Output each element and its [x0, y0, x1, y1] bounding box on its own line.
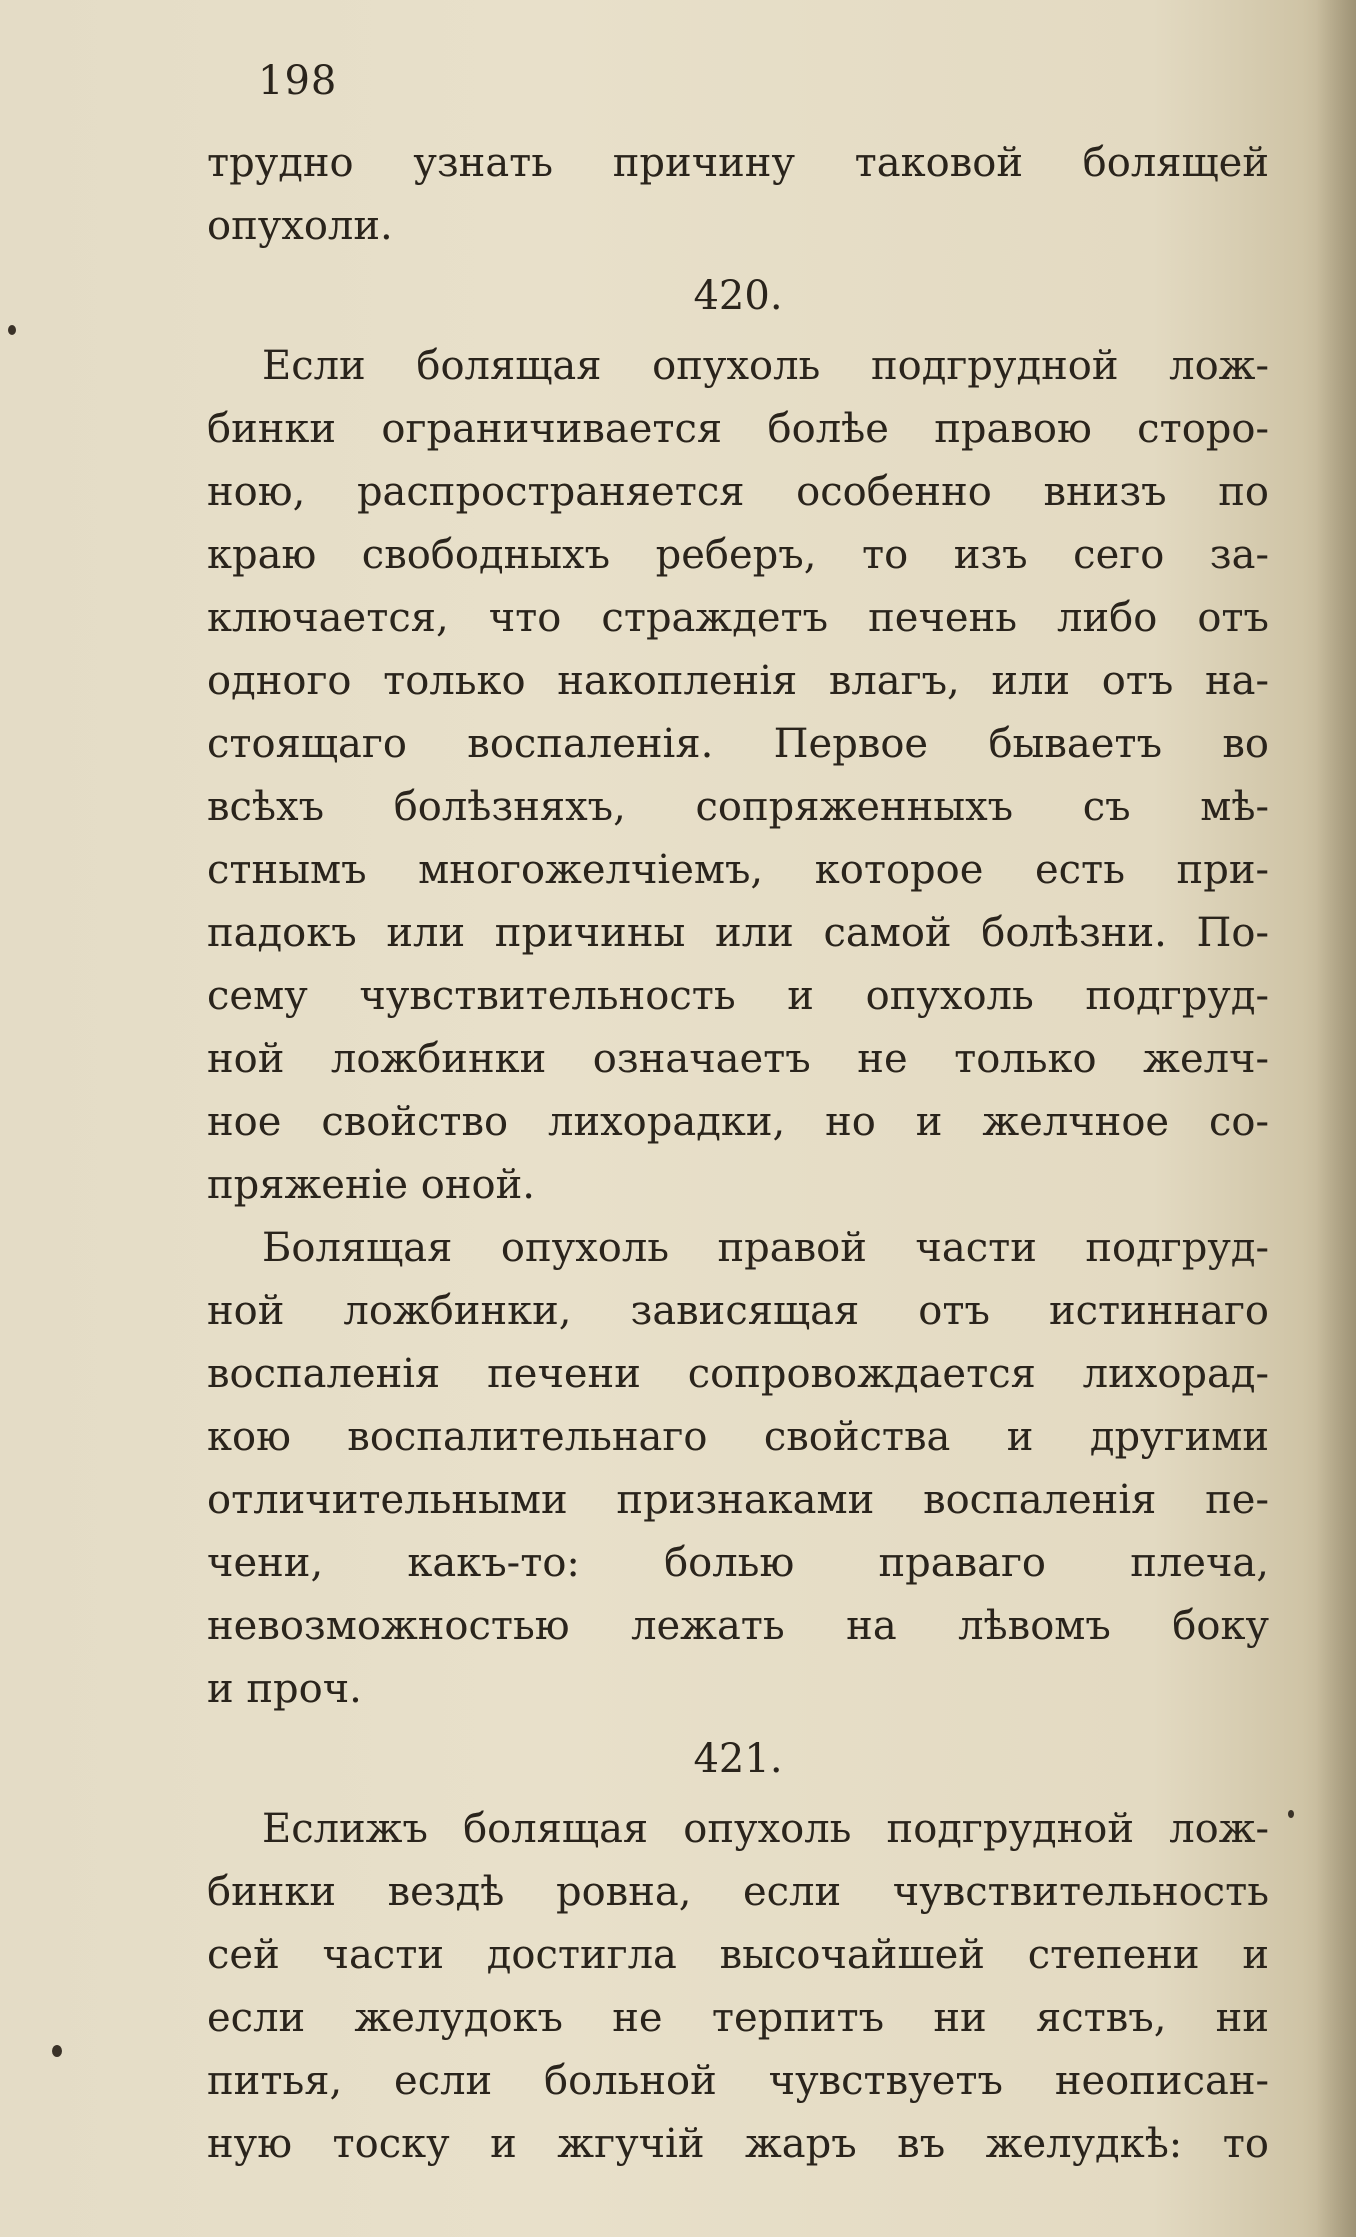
text-line: чени, какъ-то: болью праваго плеча,: [207, 1540, 1269, 1586]
text-line: Если болящая опухоль подгрудной лож-: [262, 343, 1269, 389]
text-line: краю свободныхъ реберъ, то изъ сего за-: [207, 532, 1269, 578]
text-line: бинки ограничивается болѣе правою сторо-: [207, 406, 1269, 452]
section-number-420: 420.: [693, 273, 783, 319]
text-line: сему чувствительность и опухоль подгруд-: [207, 973, 1269, 1019]
text-line: падокъ или причины или самой болѣзни. По-: [207, 910, 1269, 956]
text-line: опухоли.: [207, 203, 393, 249]
text-line: отличительными признаками воспаленія пе-: [207, 1477, 1269, 1523]
section-420-paragraph-2: [207, 1217, 1269, 1721]
text-line: ключается, что страждетъ печень либо отъ: [207, 595, 1269, 641]
text-line: ное свойство лихорадки, но и желчное со-: [207, 1099, 1269, 1145]
text-line: сей части достигла высочайшей степени и: [207, 1932, 1269, 1978]
text-line: ной ложбинки означаетъ не только желч-: [207, 1036, 1269, 1082]
text-line: ной ложбинки, зависящая отъ истиннаго: [207, 1288, 1269, 1334]
text-line: бинки вездѣ ровна, если чувствительность: [207, 1869, 1269, 1915]
text-line: трудно узнать причину таковой болящей: [207, 140, 1269, 186]
text-line: одного только накопленія влагъ, или отъ на-: [207, 658, 1269, 704]
section-number-421: 421.: [693, 1736, 783, 1782]
text-line: питья, если больной чувствуетъ неописан-: [207, 2058, 1269, 2104]
text-line: ною, распространяется особенно внизъ по: [207, 469, 1269, 515]
text-line: Еслижъ болящая опухоль подгрудной лож-: [262, 1806, 1269, 1852]
text-line: ную тоску и жгучій жаръ въ желудкѣ: то: [207, 2121, 1269, 2167]
ink-speck: [52, 2045, 62, 2057]
text-line: пряженіе оной.: [207, 1162, 536, 1208]
text-line: невозможностью лежать на лѣвомъ боку: [207, 1603, 1269, 1649]
text-line: стнымъ многожелчіемъ, которое есть при-: [207, 847, 1269, 893]
text-line: если желудокъ не терпитъ ни яствъ, ни: [207, 1995, 1269, 2041]
text-line: всѣхъ болѣзняхъ, сопряженныхъ съ мѣ-: [207, 784, 1269, 830]
text-line: воспаленія печени сопровождается лихорад-: [207, 1351, 1269, 1397]
ink-speck: [1288, 1810, 1294, 1818]
section-421-paragraph-1: [207, 1798, 1269, 2176]
page-edge-shadow: [1316, 0, 1356, 2237]
text-line: Болящая опухоль правой части подгруд-: [262, 1225, 1269, 1271]
section-420-paragraph-1: [207, 335, 1269, 1217]
text-line: кою воспалительнаго свойства и другими: [207, 1414, 1269, 1460]
page-number: 198: [258, 58, 338, 104]
text-line: и проч.: [207, 1666, 362, 1712]
page-text: [207, 132, 1269, 2176]
ink-speck: [8, 325, 16, 335]
text-line: стоящаго воспаленія. Первое бываетъ во: [207, 721, 1269, 767]
